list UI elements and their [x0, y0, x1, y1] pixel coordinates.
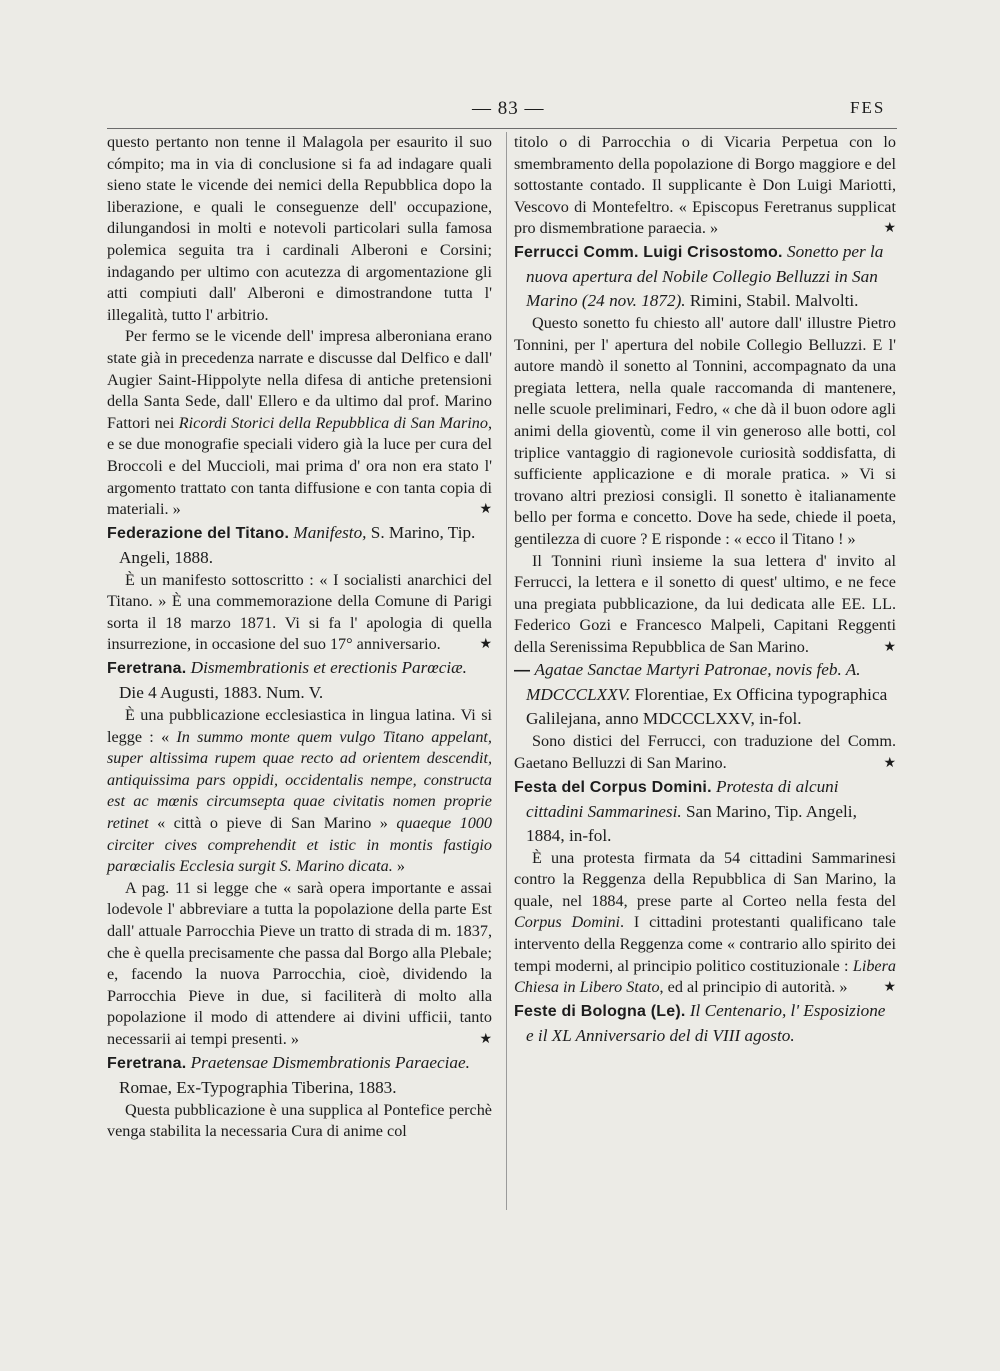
entry-heading: Feretrana.: [107, 660, 187, 678]
star-ornament: ★: [479, 502, 492, 518]
header-rule: [107, 128, 897, 129]
entry-heading: Feste di Bologna (Le).: [514, 1002, 686, 1020]
right-column: [514, 132, 896, 1048]
entry-title: Praetensae Dismembrationis Paraeciae.: [190, 1052, 470, 1072]
star-ornament: ★: [883, 639, 896, 655]
paragraph: Questa pubblicazione è una supplica al Pontefice perchè venga stabilita la necessaria Cura di anime col: [107, 1100, 492, 1141]
running-head: FES: [850, 98, 886, 117]
star-ornament: ★: [883, 756, 896, 772]
entry-title: Manifesto,: [293, 522, 367, 542]
bibliography-entry: Festa del Corpus Domini. Protesta di alcuni cittadini Sammarinesi. San Marino, Tip. Angeli, 1884, in-fol.: [514, 776, 857, 845]
bibliography-entry: Ferrucci Comm. Luigi Crisostomo. Sonetto per la nuova apertura del Nobile Collegio Belluzzi in San Marino (24 nov. 1872). Rimini, Stabil. Malvolti.: [514, 241, 884, 310]
paragraph: titolo o di Parrocchia o di Vicaria Perpetua con lo smembramento della popolazione di Borgo maggiore e del sottostante contado. Il supplicante è Don Luigi Mariotti, Vescovo di Montefeltro. « Episcopus Feretranus supplicat pro dismembratione paraecia. » ★: [514, 132, 896, 240]
bibliography-entry: Feretrana. Dismembrationis et erectionis Parœciæ. Die 4 Augusti, 1883. Num. V.: [107, 658, 467, 703]
paragraph: A pag. 11 si legge che « sarà opera importante e assai lodevole l' abbreviare a tutta la popolazione della parte Est dall' attuale Parrocchia Pieve un tratto di strada di m. 1837, che è quella precisamente che passa dal Borgo alla Plebale; e, facendo la nuova Parrocchia, cioè, dividendo la Parrocchia Pieve in due, si faciliterà di molto alla popolazione il modo di attendere ai divini ufficii, tanto necessarii ai tempi presenti. » ★: [107, 878, 492, 1051]
paragraph: È un manifesto sottoscritto : « I socialisti anarchici del Titano. » È una commemorazione della Comune di Parigi sorta il 18 marzo 1871. Vi si fa l' apologia di quella insurrezione, in occasione del suo 17° anniversario. ★: [107, 570, 492, 656]
star-ornament: ★: [883, 221, 896, 237]
entry-heading: —: [514, 662, 531, 680]
bibliography-entry: Feretrana. Praetensae Dismembrationis Paraeciae. Romae, Ex-Typographia Tiberina, 1883.: [107, 1052, 470, 1097]
entry-heading: Feretrana.: [107, 1054, 187, 1072]
paragraph: È una protesta firmata da 54 cittadini Sammarinesi contro la Reggenza della Repubblica di San Marino, la quale, nel 1884, prese parte al Corteo nella festa del Corpus Domini. I cittadini protestanti qualificano tale intervento della Reggenza come « contrario allo spirito dei tempi moderni, al principio politico costituzionale : Libera Chiesa in Libero Stato, ed al principio di autorità. » ★: [514, 848, 896, 999]
entry-heading: Federazione del Titano.: [107, 524, 290, 542]
star-ornament: ★: [883, 980, 896, 996]
entry-heading: Festa del Corpus Domini.: [514, 778, 712, 796]
paragraph: Il Tonnini riunì insieme la sua lettera d' invito al Ferrucci, la lettera e il sonetto di quest' ultimo, e ne fece una pregiata pubblicazione, da lui dedicata alle EE. LL. Federico Gozi e Francesco Malpeli, Capitani Reggenti della Serenissima Repubblica de San Marino. ★: [514, 551, 896, 659]
entry-title: Dismembrationis et erectionis Parœciæ.: [190, 658, 467, 678]
page-header: [0, 98, 1000, 128]
entry-heading: Ferrucci Comm. Luigi Crisostomo.: [514, 243, 783, 261]
entry-title: Il Centenario, l' Esposizione e il XL Anniversario del di VIII agosto.: [526, 1000, 886, 1045]
entry-title: Sonetto per la nuova apertura del Nobile Collegio Belluzzi in San Marino (24 nov. 1872).: [526, 241, 884, 310]
paragraph: Sono distici del Ferrucci, con traduzione del Comm. Gaetano Belluzzi di San Marino. ★: [514, 731, 896, 774]
bibliography-entry: [514, 999, 896, 1048]
paragraph: È una pubblicazione ecclesiastica in lingua latina. Vi si legge : « In summo monte quem vulgo Titano appelant, super altissima rupem quae recto ad orientem descendit, antiquissima pars oppidi, occidentalis nempe, constructa est ac mœnis circumsepta quae civitatis nomen proprie retinet « città o pieve di San Marino » quaeque 1000 circiter cives comprehendit et istic in montis fastigio parœcialis Ecclesia surgit S. Marino dicata. »: [107, 706, 492, 876]
entry-title: Agatae Sanctae Martyri Patronae, novis feb. A. MDCCCLXXV.: [526, 660, 861, 705]
star-ornament: ★: [479, 637, 492, 653]
paragraph: questo pertanto non tenne il Malagola per esaurito il suo cómpito; ma in via di conclusione si fa ad indagare quali sieno state le vicende dei nemici della Repubblica dopo la liberazione, e quali le conseguenze dell' occupazione, dilungandosi in molti e notevoli particolari sulla famosa polemica seguita tra i cardinali Alberoni e Corsini; indagando per ultimo con acutezza di argomentazione gli atti compiuti dall' Alberoni e dimostrandone tutta l' illegalità, tutto l' arbitrio.: [107, 133, 492, 324]
left-column: [107, 132, 492, 1143]
entry-title: Protesta di alcuni cittadini Sammarinesi.: [526, 776, 839, 821]
bibliography-entry: — Agatae Sanctae Martyri Patronae, novis feb. A. MDCCCLXXV. Florentiae, Ex Officina typographica Galilejana, anno MDCCCLXXV, in-fol.: [514, 660, 888, 729]
page-number: — 83 —: [472, 98, 545, 119]
column-divider: [506, 132, 507, 1210]
paragraph: Per fermo se le vicende dell' impresa alberoniana erano state già in precedenza narrate e discusse dal Delfico e dall' Augier Saint-Hippolyte nella difesa di antiche pretensioni della Santa Sede, dall' Ellero e da ultimo dal prof. Marino Fattori nei Ricordi Storici della Repubblica di San Marino, e se due monografie speciali videro già la luce per cura del Broccoli e del Muccioli, mai prima d' ora non era stato l' argomento trattato con tanta diffusione e con tanta copia di materiali. » ★: [107, 326, 492, 520]
bibliography-entry: Federazione del Titano. Manifesto, S. Marino, Tip. Angeli, 1888.: [107, 522, 476, 567]
star-ornament: ★: [479, 1031, 492, 1047]
paragraph: Questo sonetto fu chiesto all' autore dall' illustre Pietro Tonnini, per l' apertura del nobile Collegio Belluzzi. E l' autore mandò il sonetto al Tonnini, accompagnato da una pregiata lettera, nella quale raccomanda di mantenere, nelle scuole preliminari, Fedro, « che dà il buon odore agli animi della gioventù, come il vin generoso alle botti, col triplice vantaggio di ragionevole curiosità soddisfatta, di sufficiente applicazione e di morale pratica. » Vi si trovano altri preziosi consigli. Il sonetto è italianamente bello per forma e concetto. Dove ha sede, chiede il poeta, gentilezza di cuore ? E risponde : « ecco il Titano ! »: [514, 313, 896, 548]
